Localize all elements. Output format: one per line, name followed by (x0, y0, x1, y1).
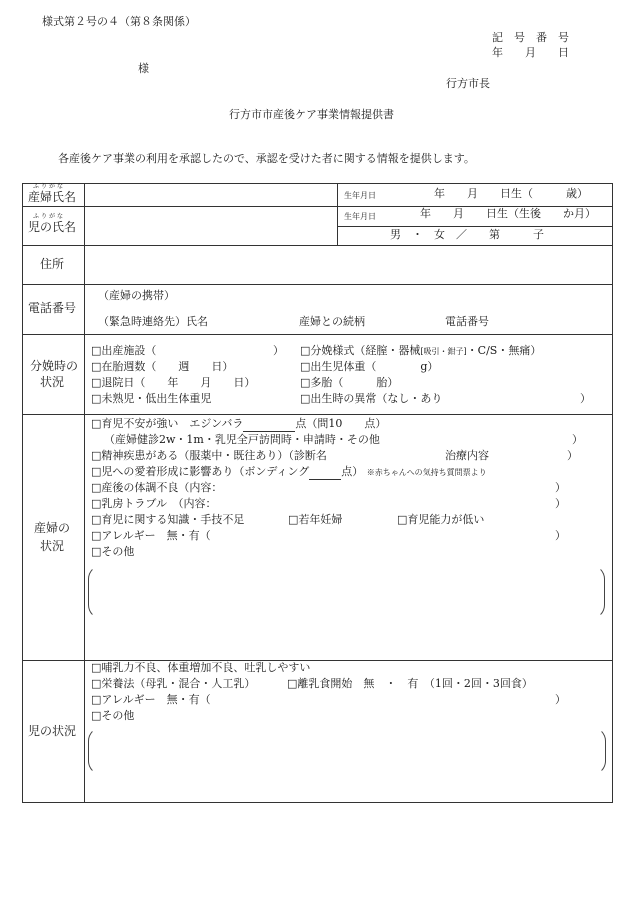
young-pregnancy-checkbox[interactable]: □若年妊婦 (288, 513, 343, 526)
postpartum-condition-close: ） (555, 481, 566, 494)
child-allergy-close: ） (555, 693, 566, 706)
addressee-suffix: 様 (138, 62, 149, 75)
mother-birth-field[interactable]: 年 月 日生（ 歳） (434, 187, 588, 200)
mother-status-label-1: 産婦の (34, 521, 71, 535)
multiple-birth-checkbox[interactable]: □多胎（ 胎） (300, 376, 399, 389)
address-field[interactable] (90, 250, 605, 280)
mother-allergy-close: ） (555, 529, 566, 542)
child-status-label: 児の状況 (28, 724, 77, 738)
low-parenting-ability-checkbox[interactable]: □育児能力が低い (397, 513, 485, 526)
child-birth-label: 生年月日 (344, 212, 376, 221)
row-divider (22, 414, 613, 415)
child-other-checkbox[interactable]: □その他 (91, 709, 135, 722)
birth-facility-close: ） (273, 344, 284, 357)
mother-allergy-checkbox[interactable]: □アレルギー 無・有（ (91, 529, 211, 542)
delivery-method-checkbox[interactable]: □分娩様式（経膣・器械[吸引・鉗子]・C/S・無痛） (300, 344, 542, 357)
feeding-problem-checkbox[interactable]: □哺乳力不良、体重増加不良、吐乳しやすい (91, 661, 311, 674)
treatment-close: ） (567, 449, 578, 462)
epds-score-blank[interactable] (243, 418, 295, 432)
child-name-ruby: ふりがな (33, 213, 66, 220)
treatment-label: 治療内容 (445, 449, 489, 462)
birth-abnormality-close: ） (580, 392, 591, 405)
discharge-date-checkbox[interactable]: □退院日（ 年 月 日） (91, 376, 256, 389)
parenting-knowledge-checkbox[interactable]: □育児に関する知識・手技不足 (91, 513, 245, 526)
address-label: 住所 (40, 257, 65, 271)
form-number: 様式第２号の４（第８条関係） (42, 15, 196, 28)
child-sex-order[interactable]: 男 ・ 女 ／ 第 子 (390, 228, 544, 241)
gestation-weeks-checkbox[interactable]: □在胎週数（ 週 日） (91, 360, 234, 373)
bonding-note: ※赤ちゃんへの気持ち質問票より (366, 468, 487, 477)
child-name-label: 児の氏名 (28, 220, 77, 234)
mother-birth-label: 生年月日 (344, 191, 376, 200)
row-divider (22, 245, 613, 246)
birth-abnormality-checkbox[interactable]: □出生時の異常（なし・あり (300, 392, 443, 405)
emergency-phone-label: 電話番号 (445, 315, 489, 328)
document-title: 行方市市産後ケア事業情報提供書 (229, 108, 394, 121)
mother-status-label-2: 状況 (40, 539, 65, 553)
child-name-field[interactable] (90, 212, 332, 240)
relation-label: 産婦との続柄 (299, 315, 365, 328)
parenting-anxiety-checkbox[interactable]: □育児不安が強い エジンバラ 点（問10 点） (91, 417, 387, 430)
breast-trouble-close: ） (555, 497, 566, 510)
nutrition-method-checkbox[interactable]: □栄養法（母乳・混合・人工乳） (91, 677, 256, 690)
postpartum-condition-checkbox[interactable]: □産後の体調不良（内容： (91, 481, 223, 494)
row-divider (22, 334, 613, 335)
birth-facility-checkbox[interactable]: □出産施設（ (91, 344, 157, 357)
mental-illness-checkbox[interactable]: □精神疾患がある（服薬中・既往あり）（診断名 (91, 449, 327, 462)
checkup-timing[interactable]: （産婦健診2w・1m・乳児全戸訪問時・申請時・その他 (104, 433, 380, 446)
checkup-timing-close: ） (572, 433, 583, 446)
issue-date: 年 月 日 (492, 46, 569, 59)
child-other-notes-bracket[interactable] (88, 727, 606, 775)
delivery-label-2: 状況 (40, 375, 65, 389)
premature-checkbox[interactable]: □未熟児・低出生体重児 (91, 392, 212, 405)
mother-name-ruby: ふりがな (33, 183, 66, 190)
child-birth-field[interactable]: 年 月 日生（生後 か月） (420, 207, 596, 220)
mother-other-checkbox[interactable]: □その他 (91, 545, 135, 558)
delivery-label-1: 分娩時の (30, 359, 79, 373)
mother-name-field[interactable] (90, 188, 332, 204)
emergency-contact-label: （緊急時連絡先）氏名 (98, 315, 208, 328)
delivery-method-instrument: [吸引・鉗子] (420, 347, 467, 356)
row-divider (22, 284, 613, 285)
birth-column-divider (337, 183, 338, 245)
reference-number: 記 号 番 号 (492, 31, 569, 44)
birth-weight-checkbox[interactable]: □出生児体重（ g） (300, 360, 439, 373)
child-allergy-checkbox[interactable]: □アレルギー 無・有（ (91, 693, 211, 706)
bonding-score-blank[interactable] (309, 466, 341, 480)
mother-name-label: 産婦氏名 (28, 190, 77, 204)
breast-trouble-checkbox[interactable]: □乳房トラブル （内容： (91, 497, 217, 510)
mother-mobile-label: （産婦の携帯） (98, 289, 175, 302)
weaning-start-checkbox[interactable]: □離乳食開始 無 ・ 有 （1回・2回・3回食） (287, 677, 533, 690)
mother-other-notes-bracket[interactable] (88, 565, 605, 619)
row-divider (337, 226, 613, 227)
intro-text: 各産後ケア事業の利用を承認したので、承認を受けた者に関する情報を提供します。 (58, 152, 475, 165)
bonding-checkbox[interactable]: □児への愛着形成に影響あり（ボンディング 点） ※赤ちゃんへの気持ち質問票より (91, 465, 487, 478)
label-column-divider (84, 183, 85, 803)
phone-label: 電話番号 (28, 301, 77, 315)
sender: 行方市長 (446, 77, 490, 90)
